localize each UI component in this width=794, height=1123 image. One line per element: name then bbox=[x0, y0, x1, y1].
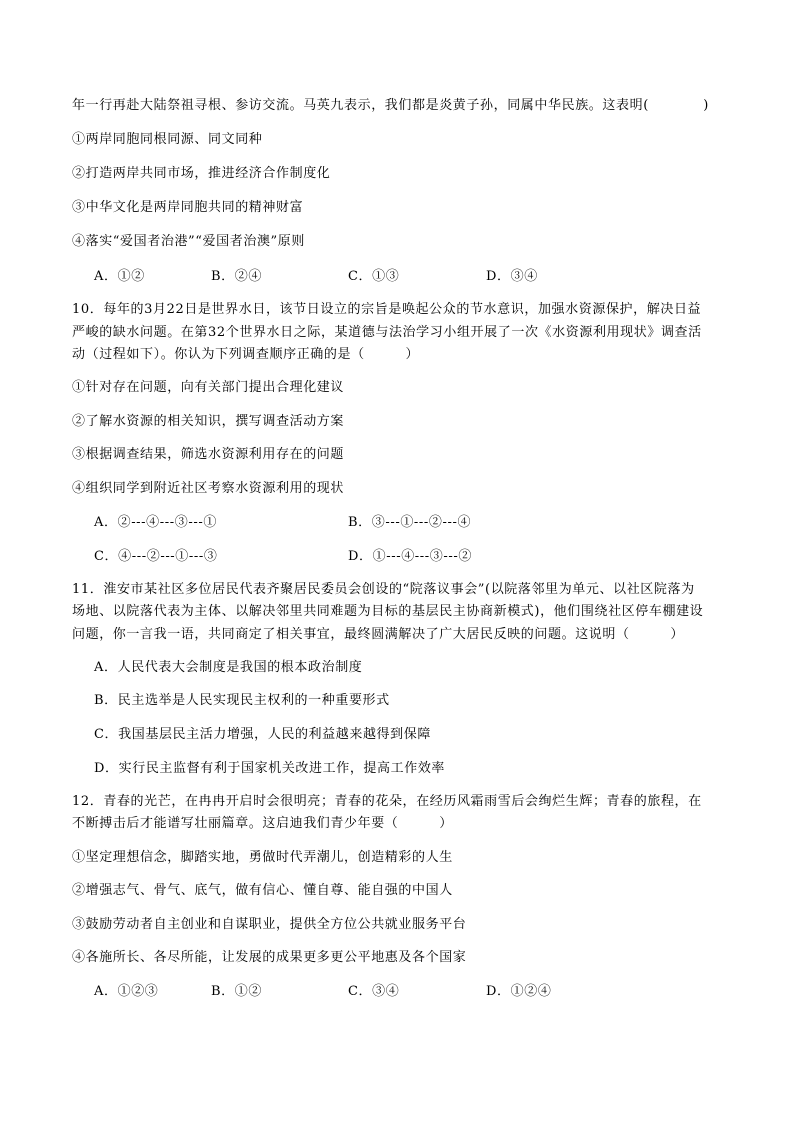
q11-option-c: C．我国基层民主活力增强，人民的利益越来越得到保障 bbox=[94, 727, 431, 742]
q9-item-4: ④落实“爱国者治港”“爱国者治澳”原则 bbox=[72, 234, 305, 249]
q10-item-1: ①针对存在问题，向有关部门提出合理化建议 bbox=[72, 380, 345, 395]
q10-option-b: B．③---①---②---④ bbox=[348, 515, 472, 530]
q12-stem-line-1: 12．青春的光芒，在冉冉开启时会很明亮；青春的花朵，在经历风霜雨雪后会绚烂生辉；青春的旅程，在 bbox=[72, 794, 702, 809]
q9-option-a: A．①② bbox=[94, 269, 145, 284]
q10-option-c: C．④---②---①---③ bbox=[94, 549, 218, 564]
q9-stem: 年一行再赴大陆祭祖寻根、参访交流。马英九表示，我们都是炎黄子孙，同属中华民族。这表明( ) bbox=[72, 98, 709, 113]
q12-item-1: ①坚定理想信念，脚踏实地，勇做时代弄潮儿，创造精彩的人生 bbox=[72, 850, 453, 865]
q9-option-b: B．②④ bbox=[211, 269, 262, 284]
q10-item-3: ③根据调查结果，筛选水资源利用存在的问题 bbox=[72, 447, 345, 462]
q12-item-4: ④各施所长、各尽所能，让发展的成果更多更公平地惠及各个国家 bbox=[72, 950, 467, 965]
q12-option-c: C．③④ bbox=[348, 984, 400, 999]
q9-option-c: C．①③ bbox=[348, 269, 400, 284]
q10-item-4: ④组织同学到附近社区考察水资源利用的现状 bbox=[72, 481, 345, 496]
q10-stem-line-1: 10．每年的3月22日是世界水日，该节日设立的宗旨是唤起公众的节水意识，加强水资源保护，解决日益 bbox=[72, 302, 702, 317]
q10-item-2: ②了解水资源的相关知识，撰写调查活动方案 bbox=[72, 414, 345, 429]
q12-item-3: ③鼓励劳动者自主创业和自谋职业，提供全方位公共就业服务平台 bbox=[72, 917, 467, 932]
q12-item-2: ②增强志气、骨气、底气，做有信心、懂自尊、能自强的中国人 bbox=[72, 883, 453, 898]
q10-option-d: D．①---④---③---② bbox=[348, 549, 472, 564]
q11-stem-line-1: 11．淮安市某社区多位居民代表齐聚居民委员会创设的“院落议事会”(以院落邻里为单元、以社区院落为 bbox=[72, 582, 695, 597]
q11-option-a: A．人民代表大会制度是我国的根本政治制度 bbox=[94, 660, 363, 675]
q10-option-a: A．②---④---③---① bbox=[94, 515, 217, 530]
q12-option-d: D．①②④ bbox=[486, 984, 552, 999]
q12-option-a: A．①②③ bbox=[94, 984, 159, 999]
q12-option-b: B．①② bbox=[211, 984, 262, 999]
q9-item-3: ③中华文化是两岸同胞共同的精神财富 bbox=[72, 200, 304, 215]
q9-item-2: ②打造两岸共同市场，推进经济合作制度化 bbox=[72, 166, 331, 181]
q10-stem-line-2: 严峻的缺水问题。在第32个世界水日之际，某道德与法治学习小组开展了一次《水资源利用现状》调查活 bbox=[72, 325, 702, 340]
q12-stem-line-2: 不断搏击后才能谱写壮丽篇章。这启迪我们青少年要（ ） bbox=[72, 816, 453, 831]
q11-stem-line-2: 场地、以院落代表为主体、以解决邻里共同难题为目标的基层民主协商新模式)，他们围绕社区停车棚建设 bbox=[72, 604, 704, 619]
q9-option-d: D．③④ bbox=[486, 269, 538, 284]
q11-stem-line-3: 问题，你一言我一语，共同商定了相关事宜，最终圆满解决了广大居民反映的问题。这说明（ ） bbox=[72, 627, 685, 642]
q9-item-1: ①两岸同胞同根同源、同文同种 bbox=[72, 132, 263, 147]
q11-option-d: D．实行民主监督有利于国家机关改进工作，提高工作效率 bbox=[94, 761, 446, 776]
q10-stem-line-3: 动（过程如下）。你认为下列调查顺序正确的是（ ） bbox=[72, 347, 420, 362]
q11-option-b: B．民主选举是人民实现民主权利的一种重要形式 bbox=[94, 693, 390, 708]
